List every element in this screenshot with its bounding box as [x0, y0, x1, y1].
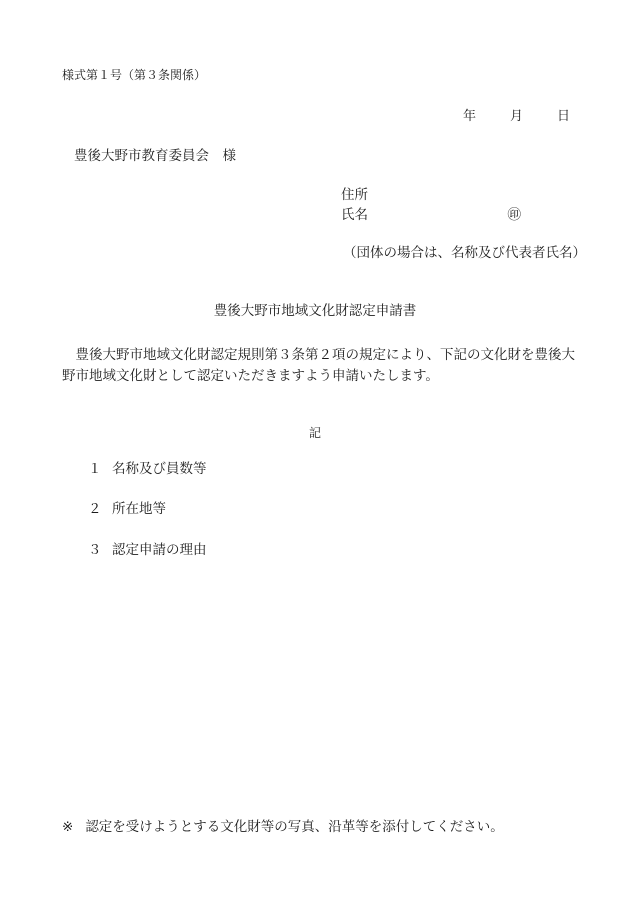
item-number: １ — [88, 461, 102, 477]
footnote — [62, 821, 504, 835]
date-month-label: 月 — [509, 109, 523, 124]
item-number: ２ — [88, 501, 102, 517]
list-item — [88, 544, 288, 560]
list-item — [88, 463, 288, 479]
seal-mark: ㊞ — [507, 207, 521, 223]
item-label: 認定申請の理由 — [112, 542, 207, 558]
date-line — [463, 110, 570, 123]
date-year-label: 年 — [462, 109, 476, 124]
footnote-text: 認定を受けようとする文化財等の写真、沿革等を添付してください。 — [85, 819, 504, 835]
ki-heading: 記 — [308, 426, 321, 440]
name-row — [341, 209, 521, 223]
address-label: 住所 — [341, 187, 368, 203]
item-label: 所在地等 — [112, 501, 166, 517]
document-title: 豊後大野市地域文化財認定申請書 — [213, 303, 417, 319]
list-item — [88, 503, 288, 519]
date-day-label: 日 — [556, 109, 570, 124]
name-label: 氏名 — [341, 207, 368, 223]
group-note: （団体の場合は、名称及び代表者氏名） — [343, 245, 586, 261]
form-number: 様式第１号（第３条関係） — [62, 68, 207, 82]
footnote-mark: ※ — [62, 819, 74, 835]
recipient: 豊後大野市教育委員会 様 — [74, 148, 236, 164]
item-number: ３ — [88, 542, 102, 558]
body-text: 豊後大野市地域文化財認定規則第３条第２項の規定により、下記の文化財を豊後大野市地域文化財として認定いただきますよう申請いたします。 — [62, 347, 575, 384]
item-label: 名称及び員数等 — [112, 461, 207, 477]
